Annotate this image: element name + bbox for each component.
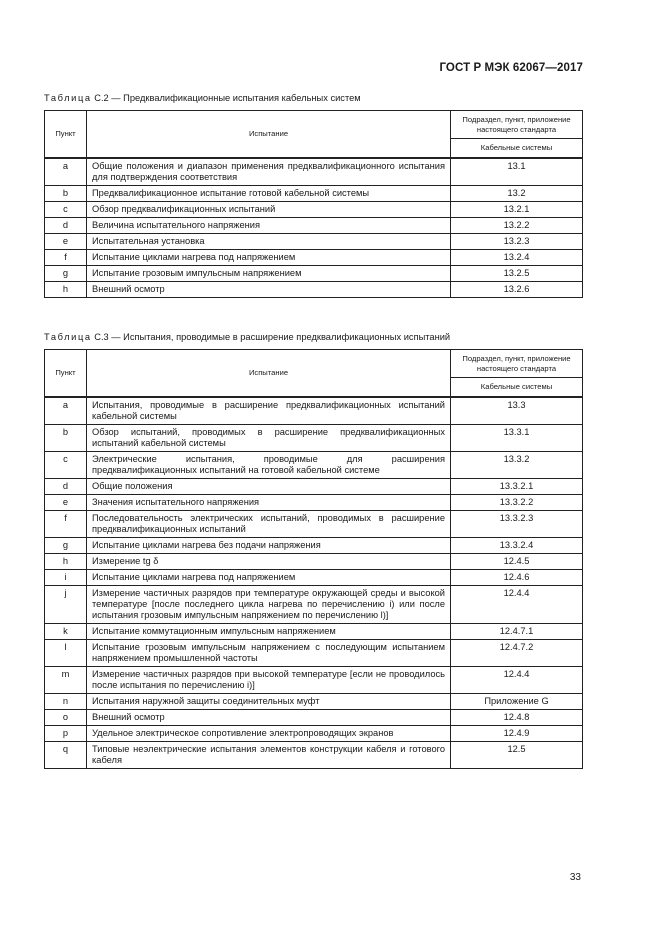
row-item: b (45, 424, 87, 451)
row-ref: 13.2.5 (451, 265, 583, 281)
row-test: Измерение частичных разрядов при температуре окружающей среды и высокой температуре [после последнего цикла нагрева по перечислению i) или после испытания грозовым импульсным напряжением по перечислению l)] (87, 585, 451, 623)
row-test: Испытание грозовым импульсным напряжением (87, 265, 451, 281)
row-test: Электрические испытания, проводимые для расширения предквалификационных испытаний на готовой кабельной системе (87, 451, 451, 478)
row-test: Обзор испытаний, проводимых в расширение предквалификационных испытаний кабельной системы (87, 424, 451, 451)
table-row (45, 397, 583, 425)
table-row (45, 451, 583, 478)
table-row (45, 217, 583, 233)
table-row (45, 510, 583, 537)
table-row (45, 494, 583, 510)
row-item: k (45, 623, 87, 639)
row-ref: 13.3.2 (451, 451, 583, 478)
table-row (45, 569, 583, 585)
row-ref: 13.3 (451, 397, 583, 425)
table-c3-title: С.3 — Испытания, проводимые в расширение предквалификационных испытаний (94, 332, 451, 342)
row-item: d (45, 478, 87, 494)
table-row (45, 741, 583, 768)
row-ref: 13.3.2.2 (451, 494, 583, 510)
row-ref: 13.2.6 (451, 281, 583, 297)
row-test: Последовательность электрических испытаний, проводимых в расширение предквалификационных испытаний (87, 510, 451, 537)
row-item: q (45, 741, 87, 768)
row-item: f (45, 510, 87, 537)
row-ref: 12.5 (451, 741, 583, 768)
row-test: Испытание циклами нагрева под напряжением (87, 249, 451, 265)
row-test: Измерение tg δ (87, 553, 451, 569)
row-ref: 13.3.1 (451, 424, 583, 451)
row-test: Общие положения (87, 478, 451, 494)
row-test: Испытание коммутационным импульсным напряжением (87, 623, 451, 639)
row-ref: 13.3.2.4 (451, 537, 583, 553)
table-c2-caption (44, 93, 361, 103)
table-c3-label: Таблица (44, 332, 92, 342)
table-c2-title: С.2 — Предквалификационные испытания кабельных систем (94, 93, 361, 103)
row-test: Измерение частичных разрядов при высокой температуре [если не проводилось после испытания по перечислению i)] (87, 666, 451, 693)
row-item: f (45, 249, 87, 265)
row-test: Внешний осмотр (87, 709, 451, 725)
table-row (45, 693, 583, 709)
row-ref: 13.1 (451, 158, 583, 186)
row-item: o (45, 709, 87, 725)
row-test: Испытательная установка (87, 233, 451, 249)
table-row (45, 281, 583, 297)
table-row (45, 478, 583, 494)
row-item: l (45, 639, 87, 666)
row-ref: 13.2.1 (451, 201, 583, 217)
row-ref: 13.2.4 (451, 249, 583, 265)
table-row (45, 585, 583, 623)
table-row (45, 725, 583, 741)
page-number: 33 (569, 872, 581, 883)
row-item: a (45, 158, 87, 186)
table-c2 (44, 110, 583, 298)
row-item: m (45, 666, 87, 693)
row-item: j (45, 585, 87, 623)
row-ref: 12.4.4 (451, 585, 583, 623)
row-ref: 13.3.2.1 (451, 478, 583, 494)
table-row (45, 233, 583, 249)
row-test: Испытание грозовым импульсным напряжением с последующим испытанием напряжением промышленной частоты (87, 639, 451, 666)
row-item: g (45, 265, 87, 281)
row-item: c (45, 451, 87, 478)
row-test: Испытание циклами нагрева под напряжением (87, 569, 451, 585)
row-item: h (45, 553, 87, 569)
col-header-ref-sub: Кабельные системы (451, 378, 583, 397)
table-row (45, 553, 583, 569)
row-item: i (45, 569, 87, 585)
row-test: Испытания, проводимые в расширение предквалификационных испытаний кабельной системы (87, 397, 451, 425)
row-item: h (45, 281, 87, 297)
row-item: a (45, 397, 87, 425)
table-row (45, 424, 583, 451)
table-c2-label: Таблица (44, 93, 92, 103)
row-test: Испытание циклами нагрева без подачи напряжения (87, 537, 451, 553)
table-c3-caption (44, 332, 450, 342)
row-ref: 13.2 (451, 185, 583, 201)
table-row (45, 623, 583, 639)
row-test: Предквалификационное испытание готовой кабельной системы (87, 185, 451, 201)
table-row (45, 158, 583, 186)
row-ref: 13.3.2.3 (451, 510, 583, 537)
col-header-ref: Подраздел, пункт, приложение настоящего стандарта (451, 350, 583, 378)
row-item: e (45, 494, 87, 510)
row-item: c (45, 201, 87, 217)
row-ref: 12.4.8 (451, 709, 583, 725)
row-test: Величина испытательного напряжения (87, 217, 451, 233)
col-header-item: Пункт (45, 111, 87, 158)
row-item: b (45, 185, 87, 201)
table-row (45, 709, 583, 725)
row-test: Значения испытательного напряжения (87, 494, 451, 510)
row-ref: 12.4.6 (451, 569, 583, 585)
document-code: ГОСТ Р МЭК 62067—2017 (439, 62, 583, 74)
row-test: Обзор предквалификационных испытаний (87, 201, 451, 217)
col-header-item: Пункт (45, 350, 87, 397)
row-item: p (45, 725, 87, 741)
table-row (45, 249, 583, 265)
row-item: d (45, 217, 87, 233)
row-test: Типовые неэлектрические испытания элементов конструкции кабеля и готового кабеля (87, 741, 451, 768)
row-test: Общие положения и диапазон применения предквалификационного испытания для подтверждения соответствия (87, 158, 451, 186)
row-ref: 12.4.9 (451, 725, 583, 741)
col-header-ref-sub: Кабельные системы (451, 139, 583, 158)
row-test: Удельное электрическое сопротивление электропроводящих экранов (87, 725, 451, 741)
row-item: g (45, 537, 87, 553)
table-c3 (44, 349, 583, 769)
row-test: Внешний осмотр (87, 281, 451, 297)
col-header-ref: Подраздел, пункт, приложение настоящего стандарта (451, 111, 583, 139)
row-ref: 12.4.7.1 (451, 623, 583, 639)
table-row (45, 265, 583, 281)
row-ref: 12.4.5 (451, 553, 583, 569)
table-row (45, 639, 583, 666)
col-header-test: Испытание (87, 350, 451, 397)
row-ref: 13.2.2 (451, 217, 583, 233)
row-ref: 12.4.4 (451, 666, 583, 693)
table-row (45, 185, 583, 201)
table-row (45, 666, 583, 693)
row-ref: 13.2.3 (451, 233, 583, 249)
row-ref: Приложение G (451, 693, 583, 709)
table-row (45, 201, 583, 217)
table-row (45, 537, 583, 553)
row-ref: 12.4.7.2 (451, 639, 583, 666)
row-test: Испытания наружной защиты соединительных муфт (87, 693, 451, 709)
row-item: n (45, 693, 87, 709)
row-item: e (45, 233, 87, 249)
col-header-test: Испытание (87, 111, 451, 158)
